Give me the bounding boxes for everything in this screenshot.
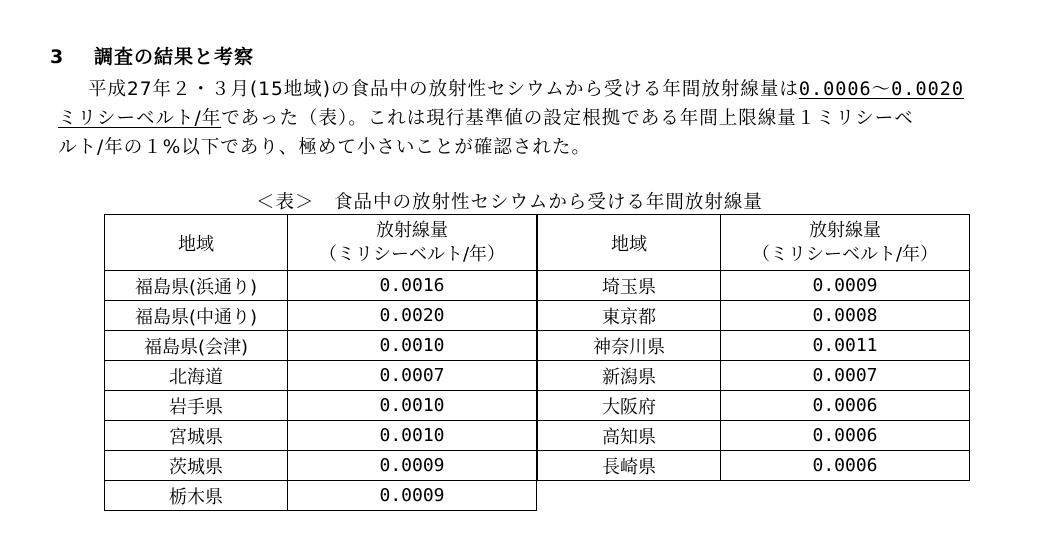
region-cell: 東京都 bbox=[538, 301, 721, 331]
dose-table-right bbox=[537, 214, 970, 481]
dose-cell: 0.0016 bbox=[288, 271, 537, 301]
dose-cell: 0.0006 bbox=[721, 421, 970, 451]
table-row bbox=[538, 331, 970, 361]
section-number: 3 bbox=[50, 46, 65, 68]
dose-cell: 0.0006 bbox=[721, 451, 970, 481]
table-row bbox=[538, 421, 970, 451]
region-cell: 福島県(中通り) bbox=[105, 301, 288, 331]
dose-cell: 0.0007 bbox=[288, 361, 537, 391]
table-row bbox=[538, 451, 970, 481]
header-dose-line2: （ミリシーベルト/年） bbox=[318, 243, 506, 265]
dose-cell: 0.0010 bbox=[288, 391, 537, 421]
dose-cell: 0.0010 bbox=[288, 331, 537, 361]
table-row bbox=[538, 391, 970, 421]
header-dose-line1: 放射線量 bbox=[809, 219, 881, 241]
region-cell: 大阪府 bbox=[538, 391, 721, 421]
table-row bbox=[105, 331, 537, 361]
dose-cell: 0.0009 bbox=[721, 271, 970, 301]
table-header-row bbox=[538, 215, 970, 271]
table-header-row bbox=[105, 215, 537, 271]
section-title: 調査の結果と考察 bbox=[94, 46, 255, 68]
section-heading bbox=[50, 42, 254, 69]
region-cell: 茨城県 bbox=[105, 451, 288, 481]
paragraph-line-2 bbox=[58, 104, 1043, 133]
dose-table-left bbox=[104, 214, 537, 511]
dose-cell: 0.0006 bbox=[721, 391, 970, 421]
region-cell: 宮城県 bbox=[105, 421, 288, 451]
header-region: 地域 bbox=[538, 215, 721, 271]
dose-cell: 0.0011 bbox=[721, 331, 970, 361]
header-dose bbox=[288, 215, 537, 271]
table-row bbox=[105, 451, 537, 481]
dose-unit: ミリシーベルト/年 bbox=[58, 108, 222, 129]
result-paragraph bbox=[58, 75, 1043, 162]
table-caption: ＜表＞ 食品中の放射性セシウムから受ける年間放射線量 bbox=[256, 192, 763, 213]
table-row bbox=[538, 361, 970, 391]
dose-cell: 0.0020 bbox=[288, 301, 537, 331]
region-cell: 新潟県 bbox=[538, 361, 721, 391]
dose-range: 0.0006～0.0020 bbox=[798, 79, 964, 100]
header-region: 地域 bbox=[105, 215, 288, 271]
table-row bbox=[105, 361, 537, 391]
region-cell: 岩手県 bbox=[105, 391, 288, 421]
table-row bbox=[105, 421, 537, 451]
region-cell: 福島県(浜通り) bbox=[105, 271, 288, 301]
region-cell: 長崎県 bbox=[538, 451, 721, 481]
header-dose-line2: （ミリシーベルト/年） bbox=[751, 243, 939, 265]
dose-cell: 0.0007 bbox=[721, 361, 970, 391]
table-row bbox=[105, 391, 537, 421]
dose-cell: 0.0008 bbox=[721, 301, 970, 331]
table-row bbox=[105, 481, 537, 511]
region-cell: 高知県 bbox=[538, 421, 721, 451]
header-dose-line1: 放射線量 bbox=[376, 219, 448, 241]
region-cell: 埼玉県 bbox=[538, 271, 721, 301]
paragraph-line-2-text: であった（表）。これは現行基準値の設定根拠である年間上限線量１ミリシーベ bbox=[221, 108, 914, 129]
region-cell: 福島県(会津) bbox=[105, 331, 288, 361]
table-row bbox=[105, 271, 537, 301]
dose-cell: 0.0009 bbox=[288, 481, 537, 511]
region-cell: 栃木県 bbox=[105, 481, 288, 511]
region-cell: 北海道 bbox=[105, 361, 288, 391]
paragraph-line-1 bbox=[58, 75, 1043, 104]
table-row bbox=[538, 271, 970, 301]
table-row bbox=[105, 301, 537, 331]
paragraph-line-1-text: 平成27年２・３月(15地域)の食品中の放射性セシウムから受ける年間放射線量は bbox=[88, 79, 799, 100]
header-dose bbox=[721, 215, 970, 271]
table-row bbox=[538, 301, 970, 331]
region-cell: 神奈川県 bbox=[538, 331, 721, 361]
paragraph-line-3: ルト/年の１%以下であり、極めて小さいことが確認された。 bbox=[58, 137, 591, 158]
dose-cell: 0.0009 bbox=[288, 451, 537, 481]
dose-cell: 0.0010 bbox=[288, 421, 537, 451]
